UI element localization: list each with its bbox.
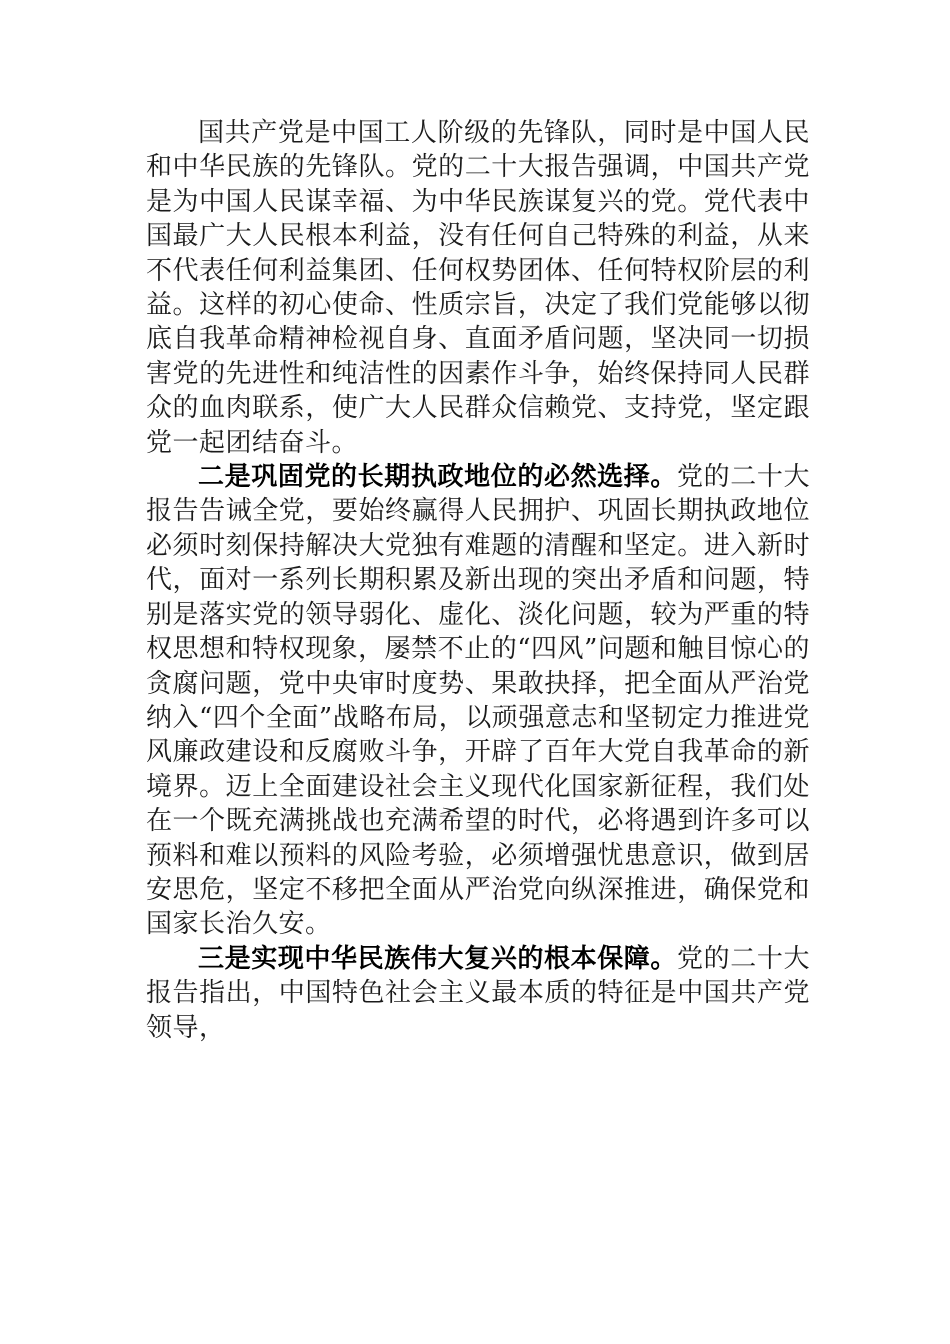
paragraph-3 <box>146 942 810 1045</box>
paragraph-3-text: 党的二十大报告指出，中国特色社会主义最本质的特征是中国共产党领导， <box>146 943 810 1043</box>
paragraph-1-text: 国共产党是中国工人阶级的先锋队，同时是中国人民和中华民族的先锋队。党的二十大报告强调，中国共产党是为中国人民谋幸福、为中华民族谋复兴的党。党代表中国最广大人民根本利益，没有任何自己特殊的利益，从来不代表任何利益集团、任何权势团体、任何特权阶层的利益。这样的初心使命、性质宗旨，决定了我们党能够以彻底自我革命精神检视自身、直面矛盾问题，坚决同一切损害党的先进性和纯洁性的因素作斗争，始终保持同人民群众的血肉联系，使广大人民群众信赖党、支持党，坚定跟党一起团结奋斗。 <box>146 118 810 458</box>
paragraph-2-text: 党的二十大报告告诫全党，要始终赢得人民拥护、巩固长期执政地位必须时刻保持解决大党独有难题的清醒和坚定。进入新时代，面对一系列长期积累及新出现的突出矛盾和问题，特别是落实党的领导弱化、虚化、淡化问题，较为严重的特权思想和特权现象，屡禁不止的“四风”问题和触目惊心的贪腐问题，党中央审时度势、果敢抉择，把全面从严治党纳入“四个全面”战略布局，以顽强意志和坚韧定力推进党风廉政建设和反腐败斗争，开辟了百年大党自我革命的新境界。迈上全面建设社会主义现代化国家新征程，我们处在一个既充满挑战也充满希望的时代，必将遇到许多可以预料和难以预料的风险考验，必须增强忧患意识，做到居安思危，坚定不移把全面从严治党向纵深推进，确保党和国家长治久安。 <box>146 462 810 940</box>
paragraph-2 <box>146 460 810 942</box>
paragraph-1 <box>146 116 810 460</box>
document-body <box>146 116 810 1045</box>
paragraph-2-heading: 二是巩固党的长期执政地位的必然选择。 <box>198 462 678 493</box>
paragraph-3-heading: 三是实现中华民族伟大复兴的根本保障。 <box>198 943 678 974</box>
